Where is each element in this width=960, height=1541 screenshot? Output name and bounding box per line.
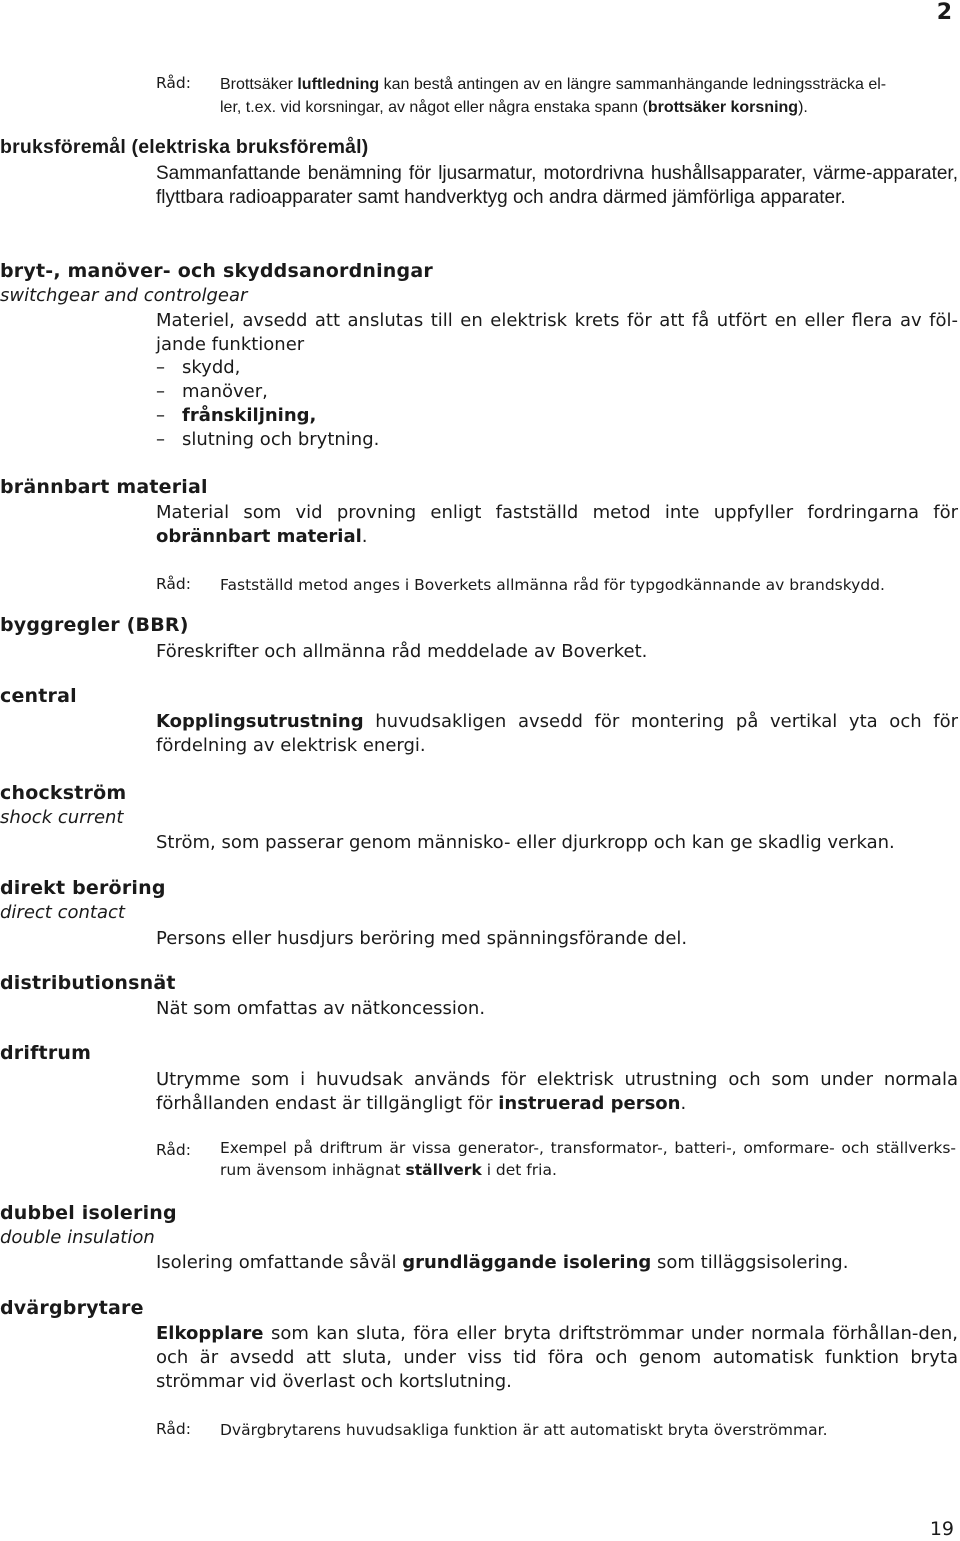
term-reference: frånskiljning, [182, 405, 317, 426]
list-item: – skydd, [156, 357, 241, 378]
definition-bruksforemal: Sammanfattande benämning för ljusarmatur, motordrivna hushållsapparater, värme-apparater, flyttbara radioapparater samt handverktyg och andra därmed jämförliga apparater. [156, 163, 958, 208]
english-term-dubbel: double insulation [0, 1227, 155, 1248]
term-reference: Kopplingsutrustning [156, 711, 364, 732]
term-reference: brottsäker korsning [647, 99, 799, 116]
term-driftrum: driftrum [0, 1042, 92, 1064]
definition-byggregler: Föreskrifter och allmänna råd meddelade av Boverket. [156, 641, 648, 662]
rad-driftrum: Exempel på driftrum är vissa generator-, transformator-, batteri-, omformare- och ställverks-rum ävensom inhägnat ställverk i det fria. [220, 1139, 956, 1179]
term-byggregler: byggregler (BBR) [0, 614, 189, 636]
definition-direkt: Persons eller husdjurs beröring med spänningsförande del. [156, 928, 688, 949]
rad-dvargbrytare: Dvärgbrytarens huvudsakliga funktion är att automatiskt bryta överströmmar. [220, 1421, 828, 1439]
definition-dvargbrytare: Elkopplare som kan sluta, föra eller bryta driftströmmar under normala förhållan-den, och är avsedd att sluta, under viss tid föra och genom automatisk funktion bryta strömmar vid överlast och kortslutning. [156, 1323, 958, 1392]
term-reference: ställverk [405, 1160, 482, 1179]
term-bruksforemal: bruksföremål (elektriska bruksföremål) [0, 136, 369, 158]
list-item: – frånskiljning, [156, 405, 317, 426]
rad-brannbart: Fastställd metod anges i Boverkets allmänna råd för typgodkännande av brandskydd. [220, 576, 885, 594]
definition-bryt: Materiel, avsedd att anslutas till en elektrisk krets för att få utfört en eller flera av föl-jande funktioner [156, 310, 958, 355]
term-reference: Elkopplare [156, 1323, 264, 1344]
term-dubbel-isolering: dubbel isolering [0, 1202, 177, 1224]
english-term-chockstrom: shock current [0, 807, 124, 828]
definition-brannbart: Material som vid provning enligt fastställd metod inte uppfyller fordringarna för obrännbart material. [156, 502, 958, 547]
term-central: central [0, 685, 77, 707]
rad-label: Råd: [156, 575, 191, 593]
rad-label: Råd: [156, 1420, 191, 1438]
term-dvargbrytare: dvärgbrytare [0, 1297, 144, 1319]
term-distributionsnat: distributionsnät [0, 972, 176, 994]
definition-central: Kopplingsutrustning huvudsakligen avsedd för montering på vertikal yta och för fördelning av elektrisk energi. [156, 711, 958, 756]
term-reference: grundläggande isolering [402, 1252, 652, 1273]
term-reference: luftledning [297, 76, 380, 93]
page-number-bottom: 19 [929, 1518, 954, 1540]
term-chockstrom: chockström [0, 782, 127, 804]
definition-dubbel: Isolering omfattande såväl grundläggande isolering som tilläggsisolering. [156, 1252, 849, 1273]
rad-luftledning: Brottsäker luftledning kan bestå antingen av en längre sammanhängande ledningssträcka el- ler, t.ex. vid korsningar, av något eller några enstaka spann (brottsäker korsning). [220, 76, 887, 116]
definition-chockstrom: Ström, som passerar genom människo- eller djurkropp och kan ge skadlig verkan. [156, 832, 895, 853]
list-item: – slutning och brytning. [156, 429, 380, 450]
page-number-top: 2 [936, 0, 952, 25]
term-brannbart-material: brännbart material [0, 476, 208, 498]
term-reference: instruerad person [498, 1093, 681, 1114]
term-bryt-manover-skydd: bryt-, manöver- och skyddsanordningar [0, 260, 433, 282]
definition-distributionsnat: Nät som omfattas av nätkoncession. [156, 998, 486, 1019]
rad-label: Råd: [156, 74, 191, 92]
english-term-bryt: switchgear and controlgear [0, 285, 248, 306]
term-direkt-beroring: direkt beröring [0, 877, 166, 899]
term-reference: obrännbart material [156, 526, 362, 547]
list-item: – manöver, [156, 381, 268, 402]
english-term-direkt: direct contact [0, 902, 125, 923]
rad-label: Råd: [156, 1141, 191, 1159]
definition-driftrum: Utrymme som i huvudsak används för elektrisk utrustning och som under normala förhållanden endast är tillgängligt för instruerad person. [156, 1069, 958, 1114]
